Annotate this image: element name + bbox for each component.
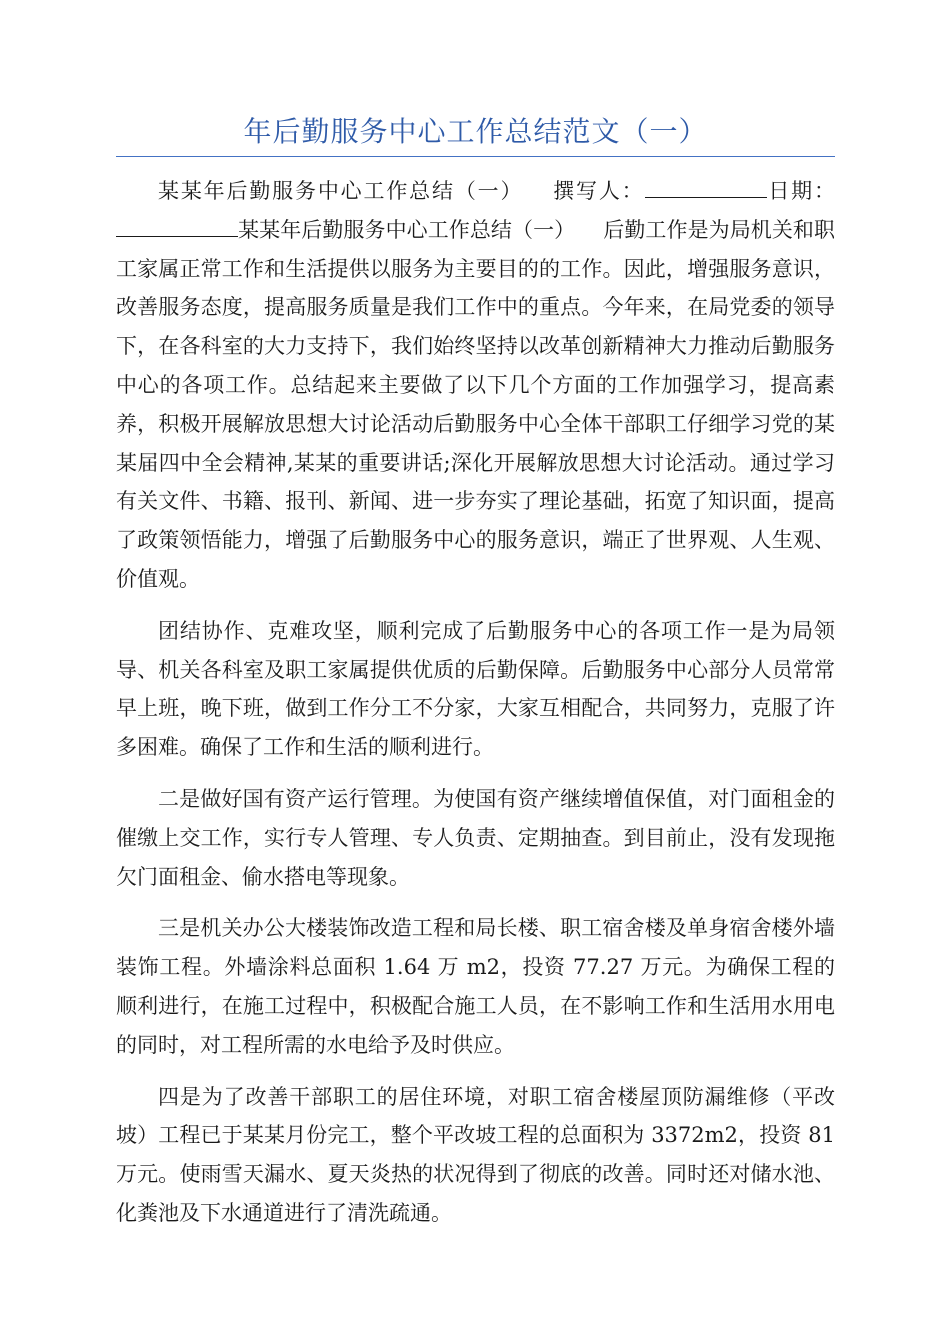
date-blank xyxy=(116,214,238,237)
author-blank xyxy=(645,175,767,198)
paragraph-2: 团结协作、克难攻坚，顺利完成了后勤服务中心的各项工作一是为局领导、机关各科室及职工家属提供优质的后勤保障。后勤服务中心部分人员常常早上班，晚下班，做到工作分工不分家，大家互相配合，共同努力，克服了许多困难。确保了工作和生活的顺利进行。 xyxy=(116,618,835,760)
page-title: 年后勤服务中心工作总结范文（一） xyxy=(243,115,708,148)
paragraph-1-text: 后勤工作是为局机关和职工家属正常工作和生活提供以服务为主要目的的工作。因此，增强服务意识，改善服务态度，提高服务质量是我们工作中的重点。今年来，在局党委的领导下，在各科室的大力支持下，我们始终坚持以改革创新精神大力推动后勤服务中心的各项工作。总结起来主要做了以下几个方面的工作加强学习，提高素养，积极开展解放思想大讨论活动后勤服务中心全体干部职工仔细学习党的某某届四中全会精神,某某的重要讲话;深化开展解放思想大讨论活动。通过学习有关文件、书籍、报刊、新闻、进一步夯实了理论基础，拓宽了知识面，提高了政策领悟能力，增强了后勤服务中心的服务意识，端正了世界观、人生观、价值观。 xyxy=(116,217,836,591)
author-label: 撰写人： xyxy=(551,179,645,203)
date-label: 日期： xyxy=(766,179,836,203)
intro-paragraph xyxy=(116,172,835,599)
heading-repeat-text: 某某年后勤服务中心工作总结（一） xyxy=(238,217,576,242)
heading-text: 某某年后勤服务中心工作总结（一） xyxy=(158,179,524,203)
paragraph-4: 三是机关办公大楼装饰改造工程和局长楼、职工宿舍楼及单身宿舍楼外墙装饰工程。外墙涂料总面积 1.64 万 m2，投资 77.27 万元。为确保工程的顺利进行，在施工过程中，积极配合施工人员，在不影响工作和生活用水用电的同时，对工程所需的水电给予及时供应。 xyxy=(116,916,835,1057)
title-block xyxy=(116,108,835,157)
paragraph-3: 二是做好国有资产运行管理。为使国有资产继续增值保值，对门面租金的催缴上交工作，实行专人管理、专人负责、定期抽查。到目前止，没有发现拖欠门面租金、偷水搭电等现象。 xyxy=(116,786,835,889)
document-body xyxy=(116,172,835,1246)
paragraph-5: 四是为了改善干部职工的居住环境，对职工宿舍楼屋顶防漏维修（平改坡）工程已于某某月份完工，整个平改坡工程的总面积为 3372m2，投资 81 万元。使雨雪天漏水、夏天炎热的状况得到了彻底的改善。同时还对储水池、化粪池及下水通道进行了清洗疏通。 xyxy=(116,1084,835,1225)
